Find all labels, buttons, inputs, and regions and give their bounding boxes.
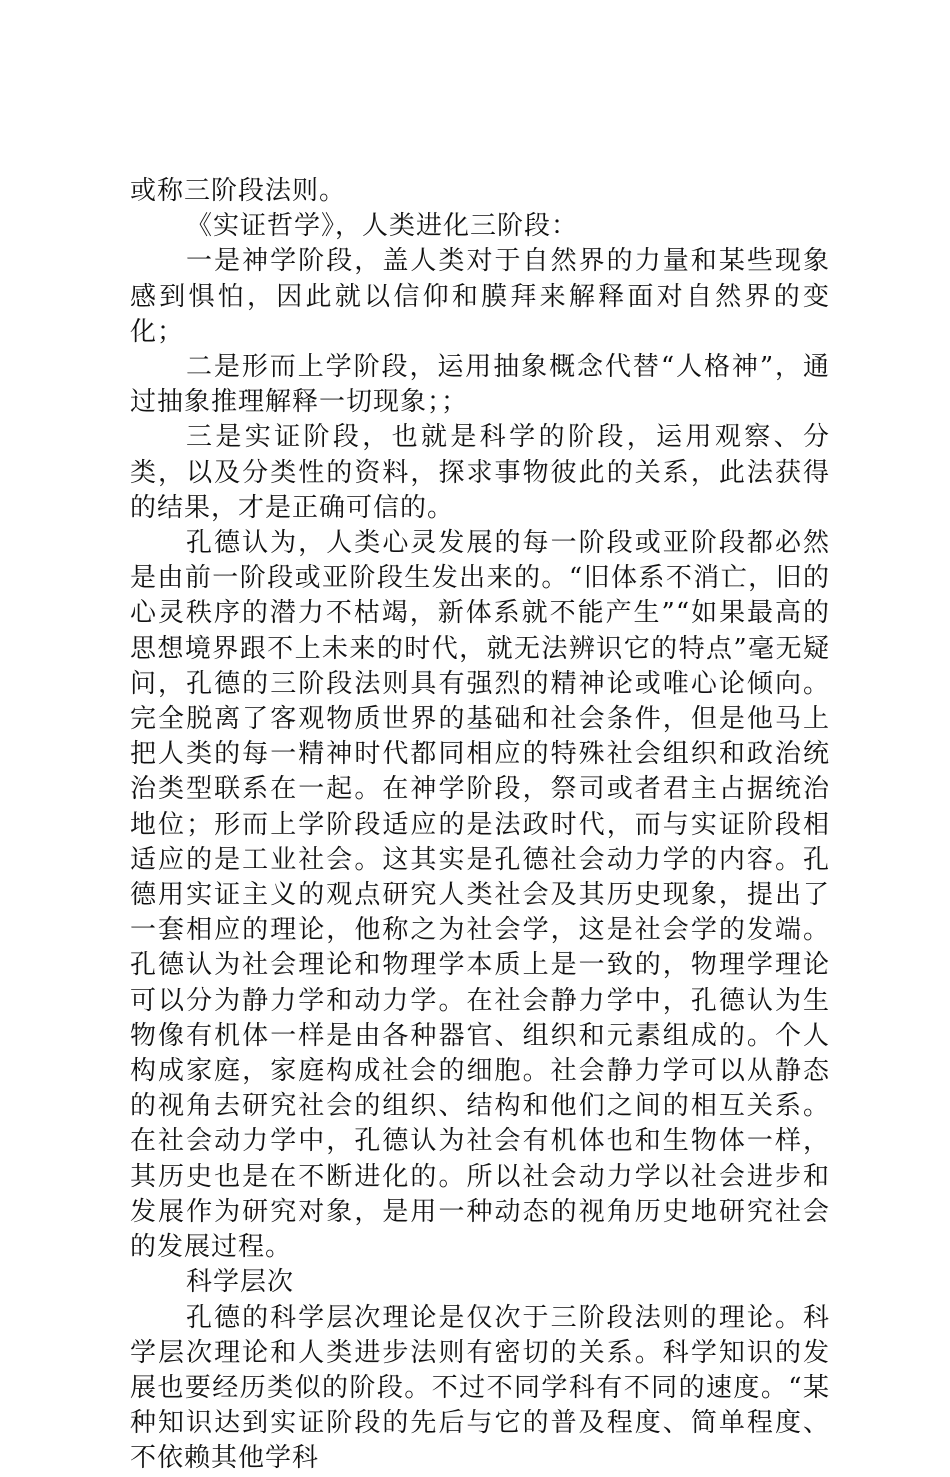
document-body	[130, 174, 830, 1477]
paragraph-theological-stage: 一是神学阶段，盖人类对于自然界的力量和某些现象感到惧怕，因此就以信仰和膜拜来解释面对自然界的变化；	[130, 246, 830, 347]
section-heading-science-hierarchy: 科学层次	[186, 1267, 295, 1298]
paragraph-science-hierarchy: 孔德的科学层次理论是仅次于三阶段法则的理论。科学层次理论和人类进步法则有密切的关系。科学知识的发展也要经历类似的阶段。不过不同学科有不同的速度。“某种知识达到实证阶段的先后与它的普及程度、简单程度、不依赖其他学科	[130, 1302, 830, 1474]
paragraph-metaphysical-stage: 二是形而上学阶段，运用抽象概念代替“人格神”，通过抽象推理解释一切现象；；	[130, 352, 830, 418]
paragraph-comte-sociology: 孔德认为，人类心灵发展的每一阶段或亚阶段都必然是由前一阶段或亚阶段生发出来的。“旧体系不消亡，旧的心灵秩序的潜力不枯竭，新体系就不能产生”“如果最高的思想境界跟不上未来的时代，就无法辨识它的特点”毫无疑问，孔德的三阶段法则具有强烈的精神论或唯心论倾向。完全脱离了客观物质世界的基础和社会条件，但是他马上把人类的每一精神时代都同相应的特殊社会组织和政治统治类型联系在一起。在神学阶段，祭司或者君主占据统治地位；形而上学阶段适应的是法政时代，而与实证阶段相适应的是工业社会。这其实是孔德社会动力学的内容。孔德用实证主义的观点研究人类社会及其历史现象，提出了一套相应的理论，他称之为社会学，这是社会学的发端。孔德认为社会理论和物理学本质上是一致的，物理学理论可以分为静力学和动力学。在社会静力学中，孔德认为生物像有机体一样是由各种器官、组织和元素组成的。个人构成家庭，家庭构成社会的细胞。社会静力学可以从静态的视角去研究社会的组织、结构和他们之间的相互关系。在社会动力学中，孔德认为社会有机体也和生物体一样，其历史也是在不断进化的。所以社会动力学以社会进步和发展作为研究对象，是用一种动态的视角历史地研究社会的发展过程。	[130, 528, 830, 1263]
paragraph-positive-philosophy-heading: 《实证哲学》，人类进化三阶段：	[186, 211, 579, 242]
paragraph-three-stage-law: 或称三阶段法则。	[130, 176, 347, 206]
paragraph-positive-stage: 三是实证阶段，也就是科学的阶段，运用观察、分类，以及分类性的资料，探求事物彼此的关系，此法获得的结果，才是正确可信的。	[130, 422, 830, 523]
